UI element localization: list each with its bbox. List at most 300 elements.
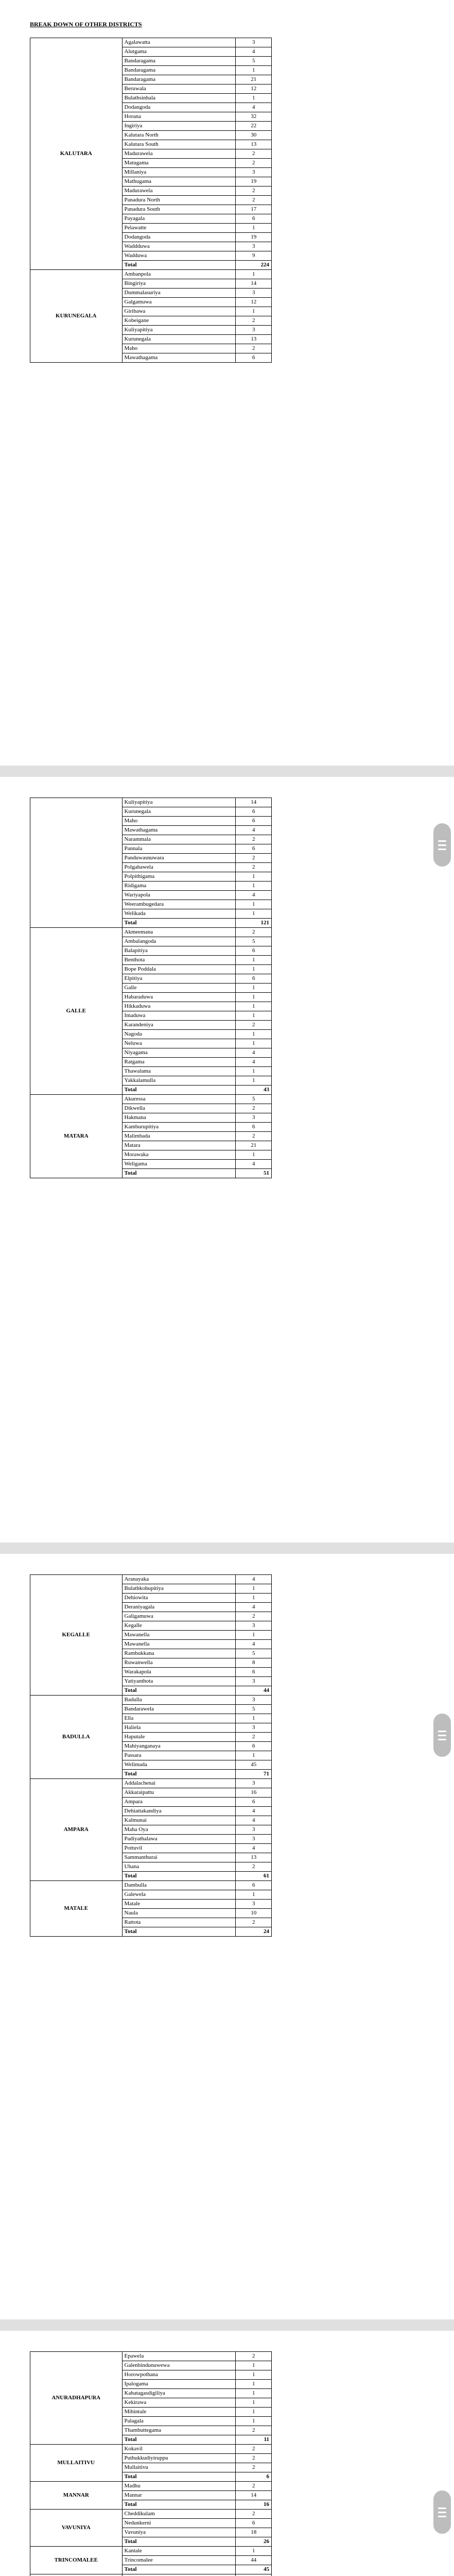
area-name: Kalutara South: [122, 140, 236, 149]
area-name: Horana: [122, 112, 236, 122]
area-name: Kekirawa: [122, 2398, 236, 2408]
area-count: 2: [236, 2445, 272, 2454]
area-count: 19: [236, 177, 272, 187]
area-count: 6: [236, 946, 272, 956]
area-name: Panduwasnuwara: [122, 854, 236, 863]
table-row: [30, 2352, 272, 2361]
grip-line-icon: [438, 1739, 446, 1740]
table-row: [30, 1696, 272, 1705]
total-label: Total: [122, 2537, 236, 2547]
area-name: Ingiriya: [122, 122, 236, 131]
scroll-handle[interactable]: [433, 1714, 451, 1757]
area-name: Madurawela: [122, 187, 236, 196]
area-name: Matara: [122, 1141, 236, 1150]
total-label: Total: [122, 1169, 236, 1178]
area-name: Galle: [122, 984, 236, 993]
area-name: Mahiyanganaya: [122, 1742, 236, 1751]
area-name: Kamburupitiya: [122, 1123, 236, 1132]
total-value: 61: [236, 1872, 272, 1881]
area-count: 4: [236, 1816, 272, 1825]
area-name: Bandaragama: [122, 57, 236, 66]
grip-line-icon: [438, 2507, 446, 2509]
area-name: Nagoda: [122, 1030, 236, 1039]
area-count: 1: [236, 1002, 272, 1011]
area-count: 1: [236, 1584, 272, 1594]
area-count: 14: [236, 2491, 272, 2500]
table-row: [30, 1779, 272, 1788]
area-name: Weerambugedara: [122, 900, 236, 909]
total-label: Total: [122, 2435, 236, 2445]
area-name: Dambulla: [122, 1881, 236, 1890]
area-count: 3: [236, 1900, 272, 1909]
area-count: 44: [236, 2556, 272, 2565]
area-name: Morawaka: [122, 1150, 236, 1160]
area-count: 22: [236, 122, 272, 131]
district-breakdown-table: [30, 798, 272, 1178]
area-count: 1: [236, 307, 272, 316]
area-count: 3: [236, 1621, 272, 1631]
area-name: Maho: [122, 344, 236, 353]
area-name: Mawathagama: [122, 826, 236, 835]
area-count: 4: [236, 1160, 272, 1169]
area-count: 16: [236, 1788, 272, 1798]
area-count: 2: [236, 187, 272, 196]
area-count: 3: [236, 1825, 272, 1835]
area-count: 6: [236, 807, 272, 817]
district-name: MATALE: [30, 1881, 123, 1937]
table-row: [30, 1095, 272, 1104]
area-name: Imaduwa: [122, 1011, 236, 1021]
area-count: 2: [236, 2426, 272, 2435]
area-name: Uhana: [122, 1862, 236, 1872]
area-name: Dummalasuriya: [122, 289, 236, 298]
area-name: Galenbindunuwewa: [122, 2361, 236, 2370]
area-count: 1: [236, 1150, 272, 1160]
total-value: 24: [236, 1927, 272, 1937]
area-name: Badulla: [122, 1696, 236, 1705]
area-name: Polpithigama: [122, 872, 236, 882]
area-count: 1: [236, 1631, 272, 1640]
area-count: 2: [236, 149, 272, 159]
area-count: 6: [236, 817, 272, 826]
page-separator: [0, 2319, 454, 2331]
area-count: 2: [236, 2454, 272, 2463]
grip-line-icon: [438, 2512, 446, 2513]
total-value: 51: [236, 1169, 272, 1178]
district-name: BADULLA: [30, 1696, 123, 1779]
total-label: Total: [122, 1872, 236, 1881]
area-count: 2: [236, 863, 272, 872]
area-count: 1: [236, 1751, 272, 1760]
area-count: 9: [236, 251, 272, 261]
area-count: 4: [236, 1603, 272, 1612]
document-page: [0, 2331, 454, 2576]
area-count: 3: [236, 1696, 272, 1705]
area-name: Madurawela: [122, 149, 236, 159]
area-name: Galewela: [122, 1890, 236, 1900]
area-name: Weligama: [122, 1160, 236, 1169]
table-row: [30, 2547, 272, 2556]
area-count: 3: [236, 168, 272, 177]
area-count: 2: [236, 1021, 272, 1030]
document-title: BREAK DOWN OF OTHER DISTRICTS: [30, 21, 142, 28]
area-count: 13: [236, 1853, 272, 1862]
area-name: Maha Oya: [122, 1825, 236, 1835]
area-name: Mawanella: [122, 1640, 236, 1649]
area-name: Elpitiya: [122, 974, 236, 984]
area-count: 2: [236, 1612, 272, 1621]
area-count: 5: [236, 57, 272, 66]
area-name: Habaraduwa: [122, 993, 236, 1002]
area-name: Giribawa: [122, 307, 236, 316]
area-count: 6: [236, 1123, 272, 1132]
total-label: Total: [122, 919, 236, 928]
area-name: Bandarawela: [122, 1705, 236, 1714]
area-count: 2: [236, 344, 272, 353]
area-count: 4: [236, 103, 272, 112]
area-count: 2: [236, 1918, 272, 1927]
area-count: 3: [236, 289, 272, 298]
total-value: 43: [236, 1086, 272, 1095]
total-label: Total: [122, 1086, 236, 1095]
district-name: KEGALLE: [30, 1575, 123, 1696]
area-count: 6: [236, 2519, 272, 2528]
area-count: 1: [236, 1890, 272, 1900]
area-name: Dehiattakandiya: [122, 1807, 236, 1816]
area-name: Akkaraipattu: [122, 1788, 236, 1798]
area-count: 1: [236, 2389, 272, 2398]
table-row: [30, 2510, 272, 2519]
area-count: 1: [236, 1067, 272, 1076]
total-value: 71: [236, 1770, 272, 1779]
area-count: 5: [236, 937, 272, 946]
area-count: 2: [236, 928, 272, 937]
area-count: 2: [236, 2463, 272, 2472]
area-count: 17: [236, 205, 272, 214]
total-label: Total: [122, 2500, 236, 2510]
area-name: Waddduwa: [122, 242, 236, 251]
area-count: 1: [236, 909, 272, 919]
area-name: Passara: [122, 1751, 236, 1760]
document-page: [0, 0, 454, 766]
area-name: Bulathkohupitiya: [122, 1584, 236, 1594]
area-name: Beruwala: [122, 84, 236, 94]
area-name: Galigamuwa: [122, 1612, 236, 1621]
area-name: Pelawatte: [122, 224, 236, 233]
area-count: 6: [236, 1668, 272, 1677]
area-name: Ella: [122, 1714, 236, 1723]
area-count: 2: [236, 2482, 272, 2491]
area-name: Rambukkana: [122, 1649, 236, 1658]
area-name: Thawalama: [122, 1067, 236, 1076]
area-name: [122, 2574, 236, 2576]
area-name: Panadura South: [122, 205, 236, 214]
grip-line-icon: [438, 840, 446, 842]
area-name: Panadura North: [122, 196, 236, 205]
area-name: Deraniyagala: [122, 1603, 236, 1612]
area-name: Epawela: [122, 2352, 236, 2361]
area-name: Mathugama: [122, 177, 236, 187]
area-count: 4: [236, 47, 272, 57]
area-name: Yakkalamulla: [122, 1076, 236, 1086]
area-count: 6: [236, 1742, 272, 1751]
area-count: 30: [236, 131, 272, 140]
district-breakdown-table: [30, 1574, 272, 1937]
area-count: 19: [236, 233, 272, 242]
total-label: Total: [122, 2472, 236, 2482]
area-count: 3: [236, 1779, 272, 1788]
area-count: 18: [236, 2528, 272, 2537]
area-count: 8: [236, 1658, 272, 1668]
total-label: Total: [122, 1770, 236, 1779]
area-name: Dodangoda: [122, 103, 236, 112]
district-name: TRINCOMALEE: [30, 2547, 123, 2574]
district-name: KALUTARA: [30, 38, 123, 270]
area-name: Hakmana: [122, 1113, 236, 1123]
area-name: Bandaragama: [122, 75, 236, 84]
area-name: Kalutara North: [122, 131, 236, 140]
table-row: [30, 2482, 272, 2491]
area-count: 3: [236, 1677, 272, 1686]
area-name: Welimada: [122, 1760, 236, 1770]
page-separator: [0, 766, 454, 777]
area-count: 6: [236, 844, 272, 854]
district-breakdown-table: [30, 2351, 272, 2576]
area-count: 1: [236, 2380, 272, 2389]
table-row: [30, 38, 272, 47]
area-name: Aranayaka: [122, 1575, 236, 1584]
area-name: Ratgama: [122, 1058, 236, 1067]
total-value: 16: [236, 2500, 272, 2510]
area-count: 1: [236, 1011, 272, 1021]
area-count: 3: [236, 38, 272, 47]
area-name: Ambanpola: [122, 270, 236, 279]
area-name: Kantale: [122, 2547, 236, 2556]
district-name: KURUNEGALA: [30, 270, 123, 363]
total-value: 26: [236, 2537, 272, 2547]
area-count: 1: [236, 882, 272, 891]
area-count: 21: [236, 75, 272, 84]
area-count: [236, 2574, 272, 2576]
area-count: 2: [236, 1104, 272, 1113]
area-count: 14: [236, 279, 272, 289]
area-name: Wadduwa: [122, 251, 236, 261]
area-name: Madhu: [122, 2482, 236, 2491]
area-count: 1: [236, 2417, 272, 2426]
area-name: Ipalogama: [122, 2380, 236, 2389]
area-name: Mannar: [122, 2491, 236, 2500]
area-count: 1: [236, 1714, 272, 1723]
area-name: Narammala: [122, 835, 236, 844]
area-count: 4: [236, 891, 272, 900]
area-name: Bingiriya: [122, 279, 236, 289]
area-name: Polgahawela: [122, 863, 236, 872]
table-row: [30, 270, 272, 279]
area-name: Agalawatta: [122, 38, 236, 47]
grip-line-icon: [438, 1735, 446, 1736]
table-row: [30, 928, 272, 937]
district-name: VAVUNIYA: [30, 2510, 123, 2547]
district-name: MANNAR: [30, 2482, 123, 2510]
area-count: 2: [236, 854, 272, 863]
area-name: Kuliyapitiya: [122, 326, 236, 335]
area-name: Rattota: [122, 1918, 236, 1927]
area-name: Akuressa: [122, 1095, 236, 1104]
area-count: 1: [236, 224, 272, 233]
area-count: 6: [236, 1798, 272, 1807]
area-count: 12: [236, 84, 272, 94]
area-name: Vavuniya: [122, 2528, 236, 2537]
area-count: 2: [236, 1132, 272, 1141]
area-name: Kurunegala: [122, 335, 236, 344]
area-name: Dodangoda: [122, 233, 236, 242]
area-name: Matale: [122, 1900, 236, 1909]
table-row: [30, 1881, 272, 1890]
area-count: 2: [236, 196, 272, 205]
area-count: 3: [236, 1835, 272, 1844]
area-name: Bandaragama: [122, 66, 236, 75]
area-count: 13: [236, 140, 272, 149]
area-name: Haliela: [122, 1723, 236, 1733]
area-count: 1: [236, 984, 272, 993]
district-name: ANURADHAPURA: [30, 2352, 123, 2445]
area-name: Mullaitivu: [122, 2463, 236, 2472]
area-name: Naula: [122, 1909, 236, 1918]
area-count: 1: [236, 66, 272, 75]
area-count: 4: [236, 826, 272, 835]
area-count: 3: [236, 326, 272, 335]
area-count: 1: [236, 1030, 272, 1039]
area-count: 4: [236, 1575, 272, 1584]
area-count: 6: [236, 214, 272, 224]
grip-line-icon: [438, 844, 446, 846]
total-value: 121: [236, 919, 272, 928]
area-count: 2: [236, 1733, 272, 1742]
area-count: 1: [236, 900, 272, 909]
area-name: Yatiyanthota: [122, 1677, 236, 1686]
district-name: GALLE: [30, 928, 123, 1095]
area-name: Hikkaduwa: [122, 1002, 236, 1011]
area-name: Warakapola: [122, 1668, 236, 1677]
total-value: 44: [236, 1686, 272, 1696]
total-value: 11: [236, 2435, 272, 2445]
area-name: Mihintale: [122, 2408, 236, 2417]
area-name: Alutgama: [122, 47, 236, 57]
area-name: Thambuttegama: [122, 2426, 236, 2435]
area-name: Maho: [122, 817, 236, 826]
area-count: 4: [236, 1048, 272, 1058]
area-name: Karandeniya: [122, 1021, 236, 1030]
area-count: 2: [236, 2352, 272, 2361]
area-count: 5: [236, 1705, 272, 1714]
area-count: 4: [236, 1807, 272, 1816]
area-name: Nedunkerni: [122, 2519, 236, 2528]
area-name: Pottuvil: [122, 1844, 236, 1853]
area-name: Addalachenai: [122, 1779, 236, 1788]
area-count: 1: [236, 270, 272, 279]
area-name: Ampara: [122, 1798, 236, 1807]
area-name: Millaniya: [122, 168, 236, 177]
area-name: Bulathsinhala: [122, 94, 236, 103]
area-count: 1: [236, 1076, 272, 1086]
area-name: Mawanella: [122, 1631, 236, 1640]
document-page: [0, 777, 454, 1543]
area-count: 12: [236, 298, 272, 307]
table-row: [30, 2445, 272, 2454]
area-count: 3: [236, 242, 272, 251]
scroll-handle[interactable]: [433, 2490, 451, 2534]
area-count: 1: [236, 956, 272, 965]
area-count: 1: [236, 94, 272, 103]
area-count: 1: [236, 2361, 272, 2370]
district-breakdown-table: [30, 38, 272, 363]
total-label: Total: [122, 261, 236, 270]
area-name: Ruwanwella: [122, 1658, 236, 1668]
area-name: Bope Poddala: [122, 965, 236, 974]
table-row: [30, 798, 272, 807]
area-count: 1: [236, 2398, 272, 2408]
table-row: [30, 2574, 272, 2576]
area-name: Dehiowita: [122, 1594, 236, 1603]
area-name: Horowpothana: [122, 2370, 236, 2380]
area-count: 4: [236, 1640, 272, 1649]
table-row: [30, 1575, 272, 1584]
document-page: [0, 1554, 454, 2319]
area-name: Kokavil: [122, 2445, 236, 2454]
area-count: 1: [236, 965, 272, 974]
area-count: 1: [236, 2547, 272, 2556]
area-name: Kobeigane: [122, 316, 236, 326]
area-count: 13: [236, 335, 272, 344]
area-count: 1: [236, 1039, 272, 1048]
district-name: MATARA: [30, 1095, 123, 1178]
area-name: Sammanthurai: [122, 1853, 236, 1862]
area-count: 21: [236, 1141, 272, 1150]
area-count: 2: [236, 835, 272, 844]
area-count: 1: [236, 2370, 272, 2380]
area-count: 1: [236, 1594, 272, 1603]
area-name: Ambalangoda: [122, 937, 236, 946]
area-name: Dikwella: [122, 1104, 236, 1113]
area-count: 6: [236, 974, 272, 984]
total-value: 6: [236, 2472, 272, 2482]
area-name: Ridigama: [122, 882, 236, 891]
area-count: 1: [236, 993, 272, 1002]
area-name: Pannala: [122, 844, 236, 854]
area-count: 45: [236, 1760, 272, 1770]
area-count: 4: [236, 1844, 272, 1853]
area-count: 2: [236, 316, 272, 326]
area-name: Puthukkudiyiruppu: [122, 2454, 236, 2463]
area-name: Palagala: [122, 2417, 236, 2426]
area-name: Trincomalee: [122, 2556, 236, 2565]
scroll-handle[interactable]: [433, 823, 451, 867]
total-value: 224: [236, 261, 272, 270]
area-name: Mawathagama: [122, 353, 236, 363]
grip-line-icon: [438, 2516, 446, 2517]
area-name: Galgamuwa: [122, 298, 236, 307]
area-name: Kurunegala: [122, 807, 236, 817]
area-count: 14: [236, 798, 272, 807]
area-name: Kegalle: [122, 1621, 236, 1631]
total-label: Total: [122, 1686, 236, 1696]
area-count: 10: [236, 1909, 272, 1918]
area-count: 5: [236, 1095, 272, 1104]
area-name: Balapitiya: [122, 946, 236, 956]
area-name: Payagala: [122, 214, 236, 224]
area-name: Akmeemana: [122, 928, 236, 937]
area-count: 5: [236, 1649, 272, 1658]
